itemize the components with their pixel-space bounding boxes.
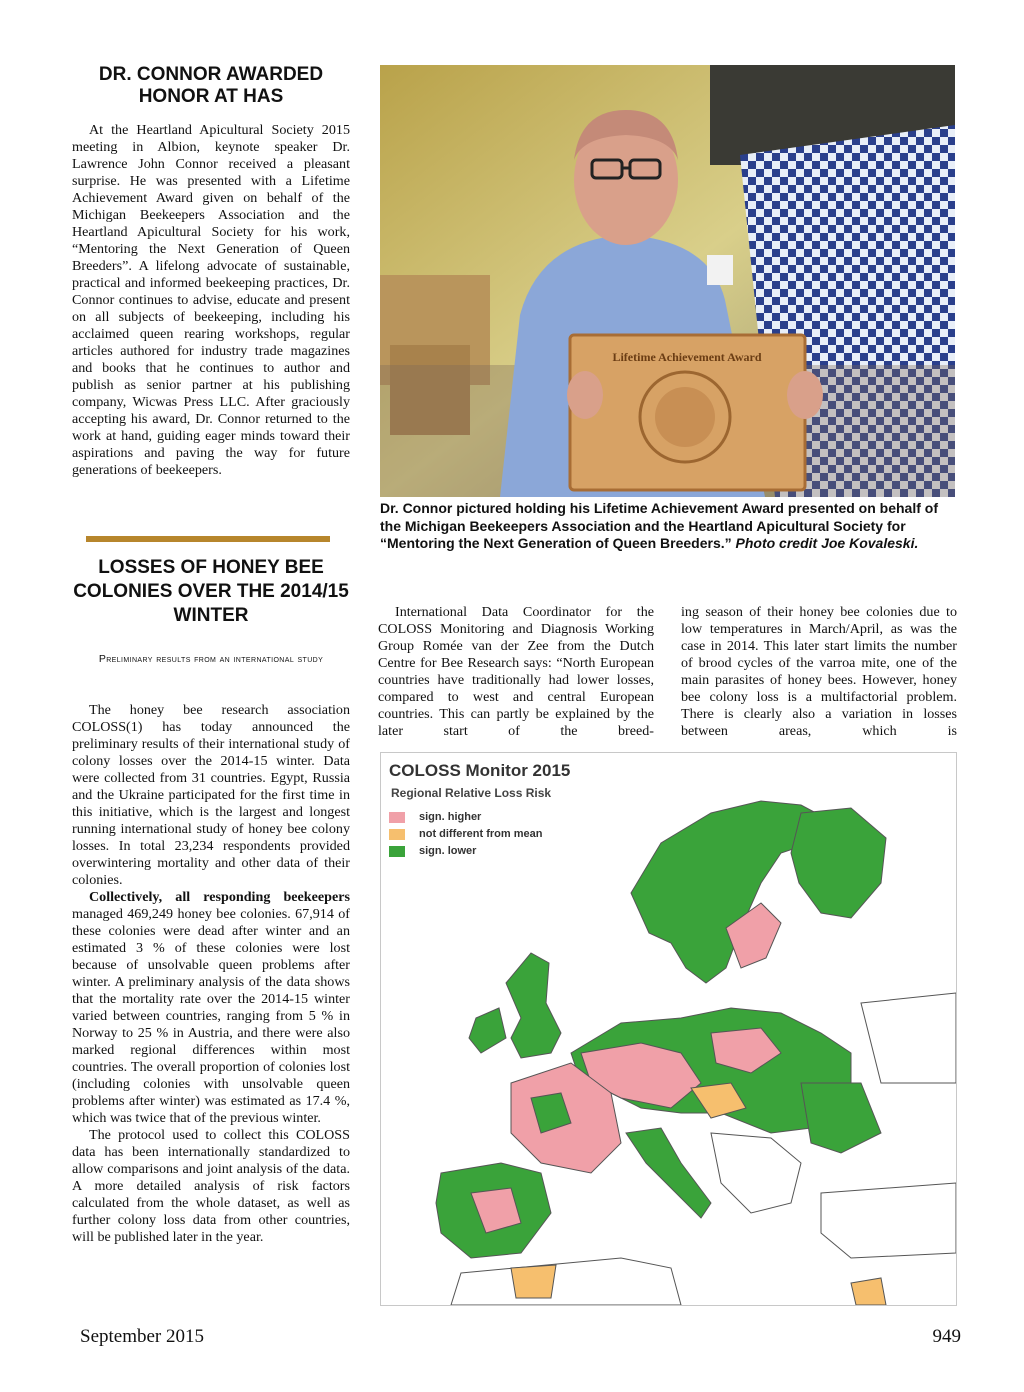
article-title-2: LOSSES OF HONEY BEE COLONIES OVER THE 2014/15 WINTER (73, 557, 349, 626)
issue-date: September 2015 (80, 1326, 205, 1347)
article-body (72, 122, 350, 479)
article-column-right (681, 604, 957, 740)
paragraph-text: managed 469,249 honey bee colonies. 67,914 of these colonies were dead after winter and an estimated 3 % of these colonies were lost because of unsolvable queen problems after winter. A preliminary analysis of the data shows that the mortality rate over the 2014-15 winter varied between countries, ranging from 5 % in Norway to 25 % in Austria, and there were also marked regional differences within most countries. The overall proportion of colonies lost (including colonies with unsolvable queen problems after winter) was estimated as 17.4 %, which was twice that of the previous winter. (72, 906, 350, 1126)
legend-item-lower (389, 844, 476, 858)
article-paragraph (72, 889, 350, 1127)
article-paragraph: ing season of their honey bee colonies due to low temperatures in March/April, as was the case in 2014. This later start limits the number of brood cycles of the varroa mite, one of the main parasites of honey bees. However, honey bee colony loss is a multifactorial problem. There is clearly also a variation in losses between areas, which is (681, 604, 957, 739)
legend-swatch (389, 829, 405, 840)
legend-label: sign. lower (419, 845, 477, 857)
section-divider (86, 536, 330, 542)
award-photo (380, 65, 955, 497)
legend-item-higher (389, 810, 481, 824)
article-title: DR. CONNOR AWARDED HONOR AT HAS (98, 64, 324, 107)
bold-lead: Collectively, all responding beekeepers (89, 889, 350, 905)
award-photo-illustration (380, 65, 955, 497)
coloss-map (380, 752, 957, 1306)
legend-item-mean (389, 827, 542, 841)
photo-caption (380, 500, 956, 553)
legend-swatch (389, 846, 405, 857)
caption-text: Dr. Connor pictured holding his Lifetime Achievement Award presented on behalf of the Michigan Beekeepers Association and the Heartland Apicultural Society for “Mentoring the Next Generation of Queen Breeders.” (380, 500, 938, 551)
article-body-2 (72, 702, 350, 1246)
legend-label: not different from mean (419, 828, 543, 840)
article-paragraph: The protocol used to collect this COLOSS data has been internationally standardized to allow comparisons and joint analysis of the data. A more detailed analysis of risk factors calculated from the whole dataset, as well as further colony loss data from other countries, will be published later in the year. (72, 1127, 350, 1245)
article-column-middle (378, 604, 654, 740)
page-number: 949 (932, 1326, 961, 1347)
article-paragraph: The honey bee research association COLOSS(1) has today announced the preliminary results of their international study of colony losses over the 2014-15 winter. Data were collected from 31 countries. Egypt, Russia and the Ukraine participated for the first time in this initiative, which is the largest and longest running international study of honey bee colony losses. In total 23,234 respondents provided overwintering mortality and other data of their colonies. (72, 702, 350, 888)
map-subtitle: Regional Relative Loss Risk (391, 786, 552, 800)
legend-swatch (389, 812, 405, 823)
article-paragraph: At the Heartland Apicultural Society 2015 meeting in Albion, keynote speaker Dr. Lawrence John Connor received a pleasant surprise. He was presented with a Lifetime Achievement Award given on behalf of the Michigan Beekeepers Association and the Heartland Apicultural Society for his work, “Mentoring the Next Generation of Queen Breeders”. A lifelong advocate of sustainable, practical and informed beekeeping practices, Dr. Connor continues to advise, educate and present on all subjects of beekeeping, including his acclaimed queen rearing workshops, regular articles authored for industry trade magazines and books that he continues to author and publish as senior partner at his publishing company, Wicwas Press LLC. After graciously accepting his award, Dr. Connor returned to the work at hand, guiding eager minds toward their aspirations and paving the way for future generations of beekeepers. (72, 122, 350, 478)
photo-credit: Photo credit Joe Kovaleski. (735, 535, 919, 551)
article-subtitle: Preliminary results from an international study (98, 653, 324, 665)
legend-label: sign. higher (419, 811, 482, 823)
map-title: COLOSS Monitor 2015 (389, 761, 571, 780)
article-paragraph: International Data Coordinator for the COLOSS Monitoring and Diagnosis Working Group Romée van der Zee from the Dutch Centre for Bee Research says: “North European countries have traditionally had lower losses, compared to west and central European countries. This can partly be explained by the later start of the breed- (378, 604, 654, 739)
plaque-title: Lifetime Achievement Award (612, 350, 762, 364)
